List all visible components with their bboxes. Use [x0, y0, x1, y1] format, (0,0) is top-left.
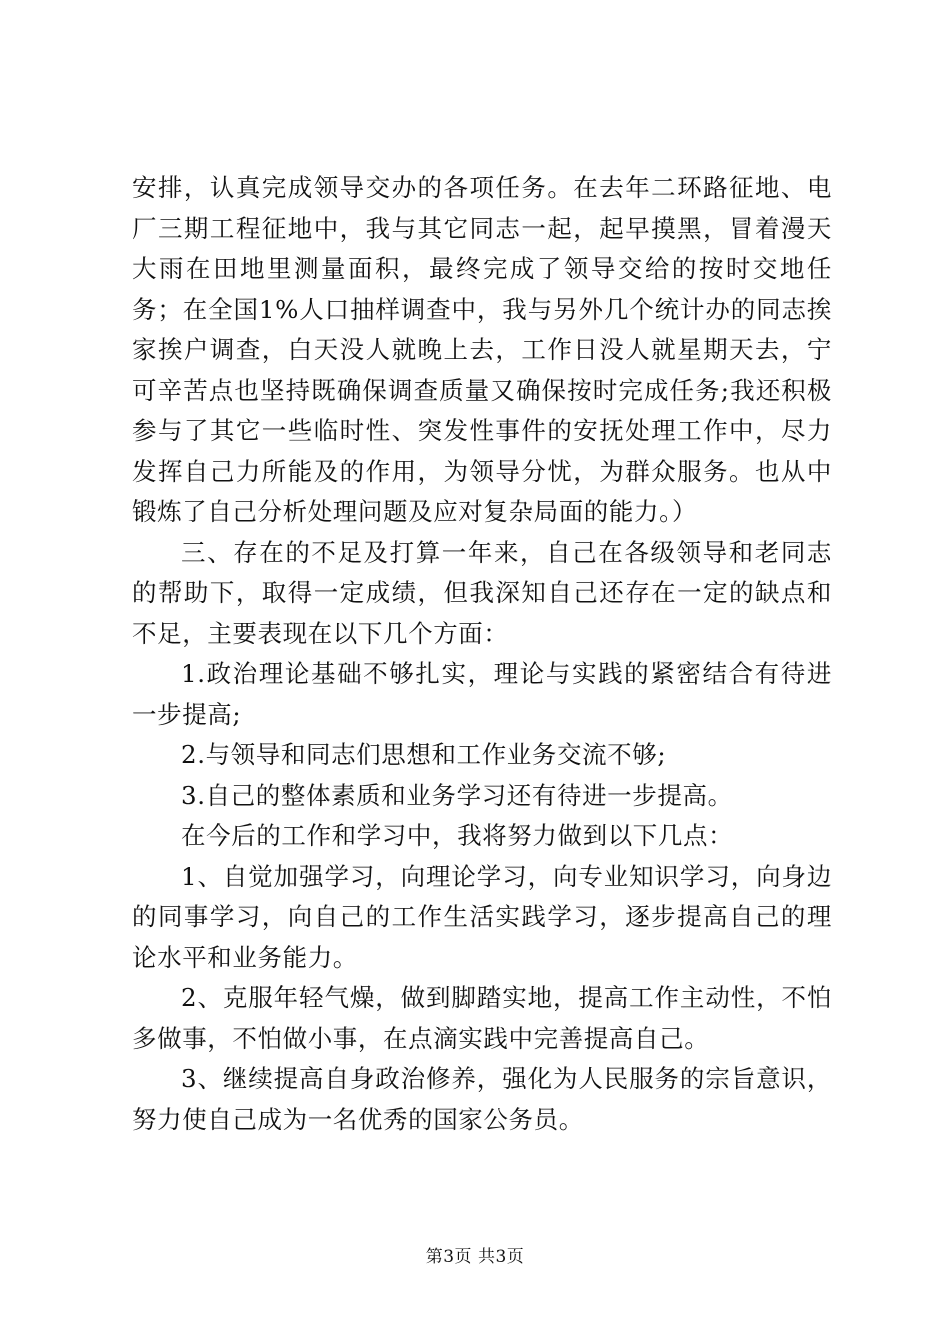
- paragraph-continuation: 安排，认真完成领导交办的各项任务。在去年二环路征地、电厂三期工程征地中，我与其它同志一起，起早摸黑，冒着漫天大雨在田地里测量面积，最终完成了领导交给的按时交地任务；在全国1%人口抽样调查中，我与另外几个统计办的同志挨家挨户调查，白天没人就晚上去，工作日没人就星期天去，宁可辛苦点也坚持既确保调查质量又确保按时完成任务;我还积极参与了其它一些临时性、突发性事件的安抚处理工作中，尽力发挥自己力所能及的作用，为领导分忧，为群众服务。也从中锻炼了自己分析处理问题及应对复杂局面的能力。）: [132, 173, 832, 526]
- paragraph-shortcoming-2: 2.与领导和同志们思想和工作业务交流不够;: [181, 740, 667, 769]
- paragraph-shortcoming-3: 3.自己的整体素质和业务学习还有待进一步提高。: [181, 780, 733, 810]
- document-body: [132, 168, 832, 1140]
- page-footer: 第3页 共3页: [425, 1247, 525, 1267]
- paragraph-plan-3: 3、继续提高自身政治修养，强化为人民服务的宗旨意识，努力使自己成为一名优秀的国家公务员。: [132, 1064, 832, 1134]
- paragraph-plan-2: 2、克服年轻气燥，做到脚踏实地，提高工作主动性，不怕多做事，不怕做小事，在点滴实践中完善提高自己。: [132, 983, 832, 1053]
- paragraph-section-three: 三、存在的不足及打算一年来，自己在各级领导和老同志的帮助下，取得一定成绩，但我深知自己还存在一定的缺点和不足，主要表现在以下几个方面：: [132, 537, 832, 648]
- paragraph-shortcoming-1: 1.政治理论基础不够扎实，理论与实践的紧密结合有待进一步提高;: [132, 659, 832, 729]
- paragraph-plan-1: 1、自觉加强学习，向理论学习，向专业知识学习，向身边的同事学习，向自己的工作生活实践学习，逐步提高自己的理论水平和业务能力。: [132, 861, 832, 972]
- paragraph-plan-intro: 在今后的工作和学习中，我将努力做到以下几点：: [181, 821, 734, 850]
